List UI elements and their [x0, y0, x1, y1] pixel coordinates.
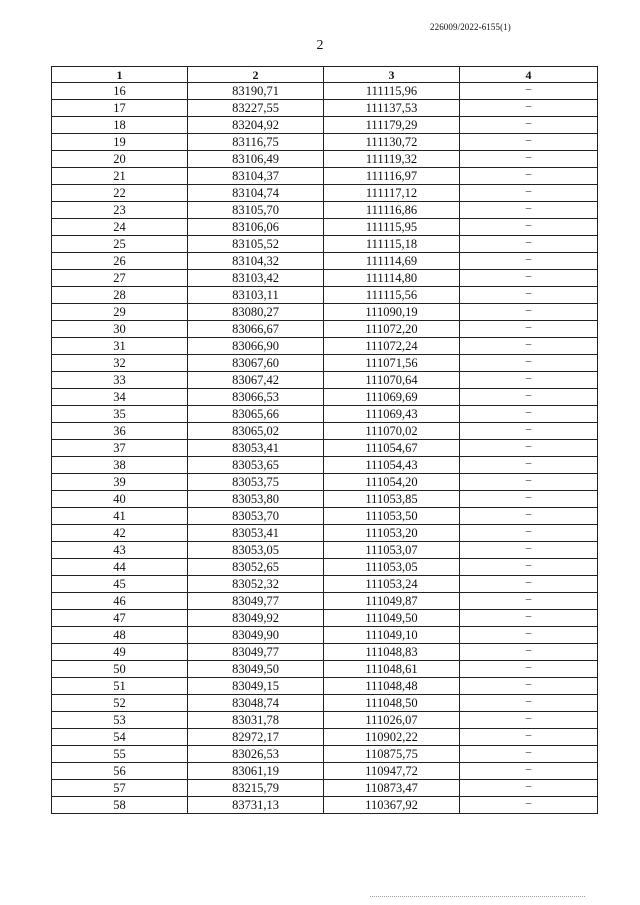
x-coordinate-cell: 83049,90 — [188, 627, 324, 644]
table-row — [52, 304, 598, 321]
y-coordinate-cell: 111048,83 — [324, 644, 460, 661]
x-coordinate-cell: 83031,78 — [188, 712, 324, 729]
note-cell: – — [460, 508, 598, 525]
point-number-cell: 39 — [52, 474, 188, 491]
y-coordinate-cell: 111137,53 — [324, 100, 460, 117]
note-cell: – — [460, 100, 598, 117]
y-coordinate-cell: 111072,24 — [324, 338, 460, 355]
table-row — [52, 168, 598, 185]
table-row — [52, 746, 598, 763]
y-coordinate-cell: 111116,86 — [324, 202, 460, 219]
x-coordinate-cell: 83049,50 — [188, 661, 324, 678]
note-cell: – — [460, 253, 598, 270]
table-row — [52, 627, 598, 644]
table-row — [52, 763, 598, 780]
note-cell: – — [460, 389, 598, 406]
x-coordinate-cell: 83106,49 — [188, 151, 324, 168]
x-coordinate-cell: 83053,41 — [188, 525, 324, 542]
x-coordinate-cell: 83026,53 — [188, 746, 324, 763]
x-coordinate-cell: 83190,71 — [188, 83, 324, 100]
x-coordinate-cell: 83215,79 — [188, 780, 324, 797]
table-row — [52, 661, 598, 678]
y-coordinate-cell: 110902,22 — [324, 729, 460, 746]
note-cell: – — [460, 219, 598, 236]
point-number-cell: 40 — [52, 491, 188, 508]
note-cell: – — [460, 797, 598, 814]
note-cell: – — [460, 610, 598, 627]
note-cell: – — [460, 712, 598, 729]
y-coordinate-cell: 111069,43 — [324, 406, 460, 423]
coordinates-table — [51, 66, 598, 814]
x-coordinate-cell: 83061,19 — [188, 763, 324, 780]
note-cell: – — [460, 593, 598, 610]
table-row — [52, 202, 598, 219]
point-number-cell: 35 — [52, 406, 188, 423]
table-row — [52, 508, 598, 525]
note-cell: – — [460, 355, 598, 372]
y-coordinate-cell: 111053,07 — [324, 542, 460, 559]
note-cell: – — [460, 780, 598, 797]
note-cell: – — [460, 542, 598, 559]
point-number-cell: 37 — [52, 440, 188, 457]
x-coordinate-cell: 83067,60 — [188, 355, 324, 372]
point-number-cell: 47 — [52, 610, 188, 627]
table-row — [52, 134, 598, 151]
column-header-2: 2 — [188, 67, 324, 83]
table-row — [52, 678, 598, 695]
point-number-cell: 19 — [52, 134, 188, 151]
x-coordinate-cell: 83066,67 — [188, 321, 324, 338]
point-number-cell: 42 — [52, 525, 188, 542]
note-cell: – — [460, 83, 598, 100]
point-number-cell: 17 — [52, 100, 188, 117]
table-row — [52, 287, 598, 304]
table-row — [52, 474, 598, 491]
note-cell: – — [460, 406, 598, 423]
x-coordinate-cell: 83103,42 — [188, 270, 324, 287]
point-number-cell: 30 — [52, 321, 188, 338]
page-number: 2 — [316, 38, 324, 53]
x-coordinate-cell: 83105,70 — [188, 202, 324, 219]
note-cell: – — [460, 338, 598, 355]
table-row — [52, 372, 598, 389]
table-row — [52, 712, 598, 729]
note-cell: – — [460, 236, 598, 253]
note-cell: – — [460, 695, 598, 712]
note-cell: – — [460, 423, 598, 440]
point-number-cell: 23 — [52, 202, 188, 219]
y-coordinate-cell: 111069,69 — [324, 389, 460, 406]
x-coordinate-cell: 83052,65 — [188, 559, 324, 576]
x-coordinate-cell: 83065,66 — [188, 406, 324, 423]
point-number-cell: 26 — [52, 253, 188, 270]
note-cell: – — [460, 287, 598, 304]
y-coordinate-cell: 111115,18 — [324, 236, 460, 253]
x-coordinate-cell: 83053,70 — [188, 508, 324, 525]
x-coordinate-cell: 83080,27 — [188, 304, 324, 321]
point-number-cell: 32 — [52, 355, 188, 372]
point-number-cell: 38 — [52, 457, 188, 474]
x-coordinate-cell: 83048,74 — [188, 695, 324, 712]
note-cell: – — [460, 372, 598, 389]
table-row — [52, 576, 598, 593]
note-cell: – — [460, 763, 598, 780]
x-coordinate-cell: 83116,75 — [188, 134, 324, 151]
point-number-cell: 16 — [52, 83, 188, 100]
point-number-cell: 28 — [52, 287, 188, 304]
point-number-cell: 25 — [52, 236, 188, 253]
y-coordinate-cell: 111048,48 — [324, 678, 460, 695]
x-coordinate-cell: 83105,52 — [188, 236, 324, 253]
column-header-3: 3 — [324, 67, 460, 83]
y-coordinate-cell: 111130,72 — [324, 134, 460, 151]
y-coordinate-cell: 111071,56 — [324, 355, 460, 372]
y-coordinate-cell: 111114,69 — [324, 253, 460, 270]
x-coordinate-cell: 83104,37 — [188, 168, 324, 185]
note-cell: – — [460, 491, 598, 508]
x-coordinate-cell: 83103,11 — [188, 287, 324, 304]
y-coordinate-cell: 111114,80 — [324, 270, 460, 287]
x-coordinate-cell: 83204,92 — [188, 117, 324, 134]
note-cell: – — [460, 627, 598, 644]
note-cell: – — [460, 525, 598, 542]
point-number-cell: 24 — [52, 219, 188, 236]
table-row — [52, 610, 598, 627]
y-coordinate-cell: 111054,43 — [324, 457, 460, 474]
x-coordinate-cell: 83106,06 — [188, 219, 324, 236]
point-number-cell: 27 — [52, 270, 188, 287]
y-coordinate-cell: 111054,20 — [324, 474, 460, 491]
y-coordinate-cell: 111053,85 — [324, 491, 460, 508]
table-row — [52, 542, 598, 559]
table-row — [52, 593, 598, 610]
point-number-cell: 41 — [52, 508, 188, 525]
table-body — [52, 83, 598, 814]
table-row — [52, 559, 598, 576]
point-number-cell: 34 — [52, 389, 188, 406]
y-coordinate-cell: 111115,96 — [324, 83, 460, 100]
table-row — [52, 729, 598, 746]
x-coordinate-cell: 83065,02 — [188, 423, 324, 440]
table-row — [52, 695, 598, 712]
y-coordinate-cell: 111026,07 — [324, 712, 460, 729]
y-coordinate-cell: 111070,64 — [324, 372, 460, 389]
point-number-cell: 31 — [52, 338, 188, 355]
point-number-cell: 53 — [52, 712, 188, 729]
table-row — [52, 236, 598, 253]
x-coordinate-cell: 83052,32 — [188, 576, 324, 593]
table-row — [52, 491, 598, 508]
x-coordinate-cell: 83053,65 — [188, 457, 324, 474]
y-coordinate-cell: 111070,02 — [324, 423, 460, 440]
y-coordinate-cell: 111048,50 — [324, 695, 460, 712]
x-coordinate-cell: 83049,15 — [188, 678, 324, 695]
note-cell: – — [460, 576, 598, 593]
y-coordinate-cell: 110873,47 — [324, 780, 460, 797]
table-header-row — [52, 67, 598, 83]
x-coordinate-cell: 82972,17 — [188, 729, 324, 746]
y-coordinate-cell: 111116,97 — [324, 168, 460, 185]
table-row — [52, 117, 598, 134]
point-number-cell: 18 — [52, 117, 188, 134]
table-row — [52, 423, 598, 440]
column-header-1: 1 — [52, 67, 188, 83]
y-coordinate-cell: 111119,32 — [324, 151, 460, 168]
table-row — [52, 355, 598, 372]
note-cell: – — [460, 661, 598, 678]
x-coordinate-cell: 83049,77 — [188, 593, 324, 610]
table-row — [52, 457, 598, 474]
table-row — [52, 440, 598, 457]
y-coordinate-cell: 111053,20 — [324, 525, 460, 542]
table-row — [52, 389, 598, 406]
point-number-cell: 55 — [52, 746, 188, 763]
y-coordinate-cell: 111115,95 — [324, 219, 460, 236]
y-coordinate-cell: 111053,24 — [324, 576, 460, 593]
point-number-cell: 58 — [52, 797, 188, 814]
note-cell: – — [460, 559, 598, 576]
table-row — [52, 83, 598, 100]
y-coordinate-cell: 111072,20 — [324, 321, 460, 338]
point-number-cell: 33 — [52, 372, 188, 389]
note-cell: – — [460, 457, 598, 474]
x-coordinate-cell: 83731,13 — [188, 797, 324, 814]
note-cell: – — [460, 644, 598, 661]
x-coordinate-cell: 83066,90 — [188, 338, 324, 355]
table-row — [52, 270, 598, 287]
note-cell: – — [460, 321, 598, 338]
x-coordinate-cell: 83049,77 — [188, 644, 324, 661]
note-cell: – — [460, 168, 598, 185]
point-number-cell: 21 — [52, 168, 188, 185]
point-number-cell: 20 — [52, 151, 188, 168]
table-row — [52, 151, 598, 168]
note-cell: – — [460, 270, 598, 287]
table-row — [52, 525, 598, 542]
note-cell: – — [460, 134, 598, 151]
point-number-cell: 45 — [52, 576, 188, 593]
note-cell: – — [460, 202, 598, 219]
note-cell: – — [460, 746, 598, 763]
point-number-cell: 43 — [52, 542, 188, 559]
y-coordinate-cell: 111090,19 — [324, 304, 460, 321]
y-coordinate-cell: 110875,75 — [324, 746, 460, 763]
point-number-cell: 22 — [52, 185, 188, 202]
column-header-4: 4 — [460, 67, 598, 83]
document-reference-number: 226009/2022-6155(1) — [430, 22, 511, 32]
point-number-cell: 51 — [52, 678, 188, 695]
y-coordinate-cell: 111049,50 — [324, 610, 460, 627]
x-coordinate-cell: 83053,41 — [188, 440, 324, 457]
table-row — [52, 338, 598, 355]
y-coordinate-cell: 110367,92 — [324, 797, 460, 814]
table-row — [52, 219, 598, 236]
table-row — [52, 321, 598, 338]
x-coordinate-cell: 83053,05 — [188, 542, 324, 559]
point-number-cell: 49 — [52, 644, 188, 661]
note-cell: – — [460, 440, 598, 457]
point-number-cell: 36 — [52, 423, 188, 440]
point-number-cell: 48 — [52, 627, 188, 644]
x-coordinate-cell: 83053,75 — [188, 474, 324, 491]
x-coordinate-cell: 83049,92 — [188, 610, 324, 627]
x-coordinate-cell: 83067,42 — [188, 372, 324, 389]
x-coordinate-cell: 83104,74 — [188, 185, 324, 202]
note-cell: – — [460, 117, 598, 134]
table-row — [52, 100, 598, 117]
x-coordinate-cell: 83227,55 — [188, 100, 324, 117]
point-number-cell: 44 — [52, 559, 188, 576]
y-coordinate-cell: 111115,56 — [324, 287, 460, 304]
footer-scan-artifact — [370, 896, 585, 900]
point-number-cell: 29 — [52, 304, 188, 321]
table-row — [52, 780, 598, 797]
table-row — [52, 797, 598, 814]
table-row — [52, 185, 598, 202]
table-row — [52, 253, 598, 270]
point-number-cell: 50 — [52, 661, 188, 678]
note-cell: – — [460, 151, 598, 168]
x-coordinate-cell: 83104,32 — [188, 253, 324, 270]
y-coordinate-cell: 111053,50 — [324, 508, 460, 525]
point-number-cell: 54 — [52, 729, 188, 746]
note-cell: – — [460, 304, 598, 321]
x-coordinate-cell: 83066,53 — [188, 389, 324, 406]
y-coordinate-cell: 111117,12 — [324, 185, 460, 202]
note-cell: – — [460, 729, 598, 746]
point-number-cell: 57 — [52, 780, 188, 797]
table-row — [52, 644, 598, 661]
y-coordinate-cell: 111049,10 — [324, 627, 460, 644]
point-number-cell: 56 — [52, 763, 188, 780]
y-coordinate-cell: 111048,61 — [324, 661, 460, 678]
y-coordinate-cell: 111049,87 — [324, 593, 460, 610]
y-coordinate-cell: 111054,67 — [324, 440, 460, 457]
table-row — [52, 406, 598, 423]
y-coordinate-cell: 110947,72 — [324, 763, 460, 780]
point-number-cell: 46 — [52, 593, 188, 610]
note-cell: – — [460, 474, 598, 491]
point-number-cell: 52 — [52, 695, 188, 712]
coordinates-table-container — [51, 66, 597, 814]
note-cell: – — [460, 678, 598, 695]
note-cell: – — [460, 185, 598, 202]
y-coordinate-cell: 111053,05 — [324, 559, 460, 576]
y-coordinate-cell: 111179,29 — [324, 117, 460, 134]
x-coordinate-cell: 83053,80 — [188, 491, 324, 508]
